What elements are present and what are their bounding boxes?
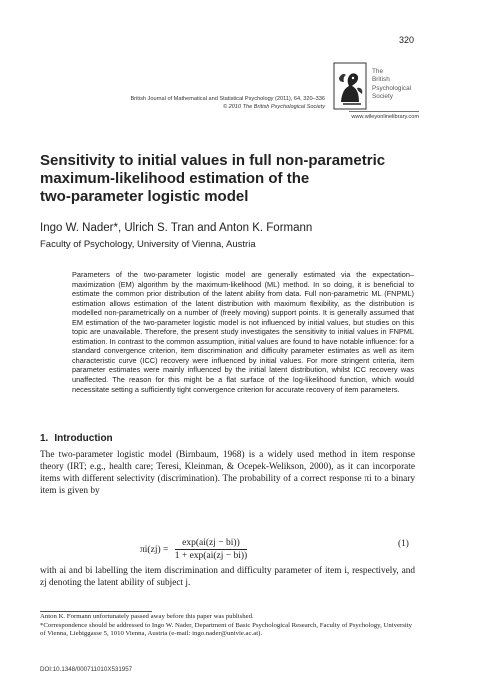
equation-fraction (175, 538, 247, 561)
section-title: Introduction (54, 433, 113, 444)
journal-citation: British Journal of Mathematical and Statistical Psychology (2011), 64, 320–336 (130, 96, 325, 102)
footnote-divider (40, 611, 152, 612)
authors: Ingo W. Nader*, Ulrich S. Tran and Anton K. Formann (40, 222, 313, 234)
body-paragraph: with ai and bi labelling the item discrimination and difficulty parameter of item i, respectively, and zj denoting the latent ability of subject j. (40, 566, 415, 588)
footnote: Anton K. Formann unfortunately passed away before this paper was published. (40, 613, 254, 620)
copyright-notice: © 2010 The British Psychological Society (222, 104, 325, 110)
article-title (40, 152, 440, 206)
title-line: Sensitivity to initial values in full non-parametric (40, 152, 386, 169)
society-name-line: Psychological (372, 84, 412, 92)
website-link[interactable]: www.wileyonlinelibrary.com (351, 114, 419, 120)
affiliation: Faculty of Psychology, University of Vienna, Austria (40, 239, 256, 250)
page-number: 320 (398, 35, 414, 45)
society-logo (333, 62, 367, 110)
title-line: maximum-likelihood estimation of the (40, 170, 310, 187)
equation-lhs: πi(zj) = (140, 544, 169, 555)
society-name (372, 68, 411, 102)
footnote-correspondence: *Correspondence should be addressed to Ingo W. Nader, Department of Basic Psychological Research, Faculty of Psychology, University of Vienna, Liebiggasse 5, 1010 Vienna, Austria (e-mail: ingo.nader@univie.ac.at). (40, 621, 412, 638)
equation (140, 538, 340, 561)
equation-numerator: exp(ai(zj − bi)) (175, 538, 247, 550)
doi: DOI:10.1348/000711010X531957 (40, 666, 133, 673)
section-number: 1. (40, 433, 49, 444)
society-name-line: The (372, 68, 384, 75)
society-name-line: Society (372, 93, 393, 101)
body-paragraph: The two-parameter logistic model (Birnbaum, 1968) is a widely used method in item response theory (IRT; e.g., health care; Teresi, Kleinman, & Ocepek-Welikson, 2000), as it can incorporate items with different selectivity (discrimination). The probability of a correct response πi to a binary item is given by (40, 450, 415, 496)
title-line: two-parameter logistic model (40, 188, 249, 205)
section-heading (40, 433, 113, 444)
abstract: Parameters of the two-parameter logistic model are generally estimated via the expectation–maximization (EM) algorithm by the maximum-likelihood (ML) method. In so doing, it is beneficial to estimate the common prior distribution of the latent ability from data. Full non-parametric ML (FNPML) estimation allows estimation of the latent distribution with maximum flexibility, as the distribution is modelled non-parametrically on a number of (freely moving) support points. It is generally assumed that EM estimation of the two-parameter logistic model is not influenced by initial values, but studies on this topic are unavailable. Therefore, the present study investigates the sensitivity to initial values in FNPML estimation. In contrast to the common assumption, initial values are found to have notable influence: for a standard convergence criterion, item discrimination and difficulty parameter estimates as well as item characteristic curve (ICC) recovery were influenced by initial values. For more stringent criteria, item parameter estimates were mainly influenced by the initial latent distribution, whilst ICC recovery was unaffected. The reason for this might be a flat surface of the log-likelihood function, which would necessitate setting a sufficiently tight convergence criterion for accurate recovery of item parameters. (72, 270, 414, 394)
footnotes (40, 613, 415, 639)
header-divider (349, 111, 419, 112)
society-name-line: British (372, 76, 390, 84)
equation-number: (1) (398, 539, 409, 549)
equation-denominator: 1 + exp(ai(zj − bi)) (174, 551, 248, 561)
